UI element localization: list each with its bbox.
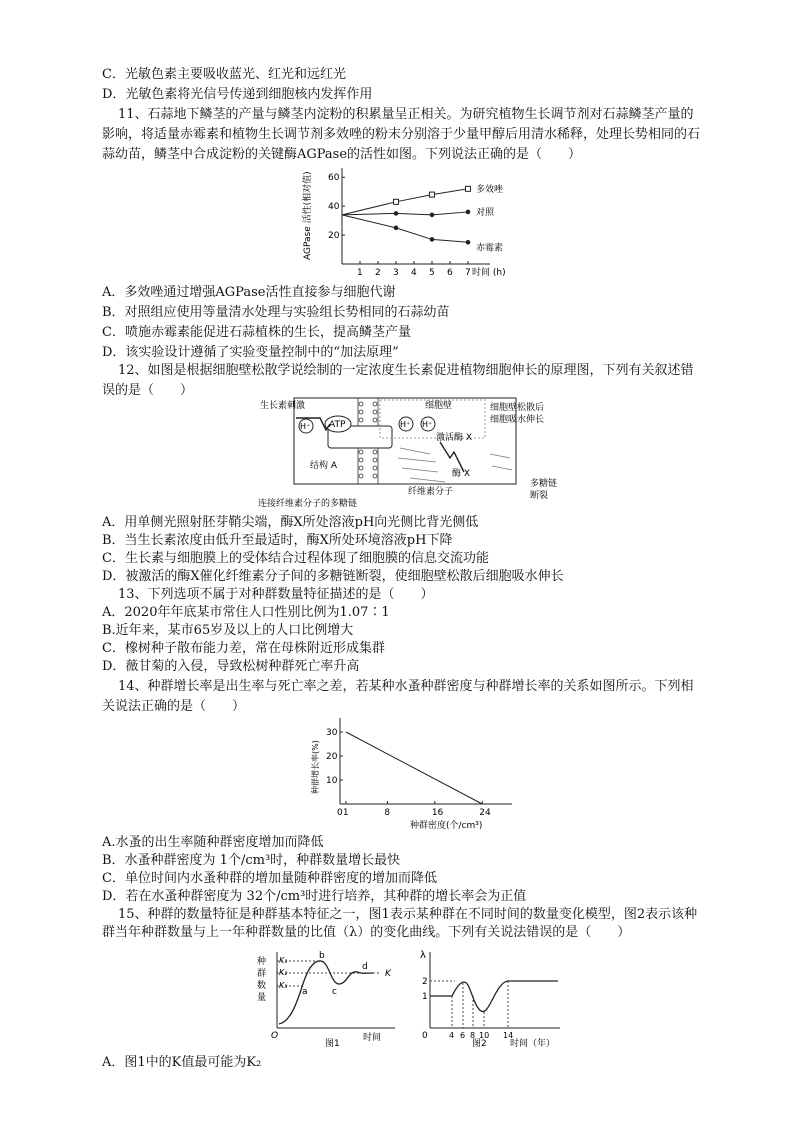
fig1-k: K — [385, 969, 391, 979]
q15-figure-2 — [410, 948, 570, 1048]
q11-stem-2: 影响，将适量赤霉素和植物生长调节剂多效唑的粉末分别溶于少量甲醇后用清水稀释，处理长势相同的石 — [102, 127, 701, 142]
q14-stem-1: 14、种群增长率是出生率与死亡率之差，若某种水蚤种群密度与种群增长率的关系如图所示。下列相 — [118, 679, 694, 694]
q11-stem-1: 11、石蒜地下鳞茎的产量与鳞茎内淀粉的积累量呈正相关。为研究植物生长调节剂对石蒜鳞茎产量的 — [118, 107, 694, 122]
y-axis-label: AGPase 活性(相对值) — [303, 171, 313, 260]
fig2-tick-8: 8 — [470, 1031, 476, 1040]
q14-chart — [300, 714, 530, 832]
x-axis-label: 种群密度(个/cm³) — [410, 821, 483, 831]
series-1-point-3 — [466, 210, 471, 215]
fig2-y2: 2 — [422, 977, 428, 987]
q15-stem-1: 15、种群的数量特征是种群基本特征之一，图1表示某种群在不同时间的数量变化模型，图2表示该种 — [118, 907, 698, 922]
fig2-tick-14: 14 — [503, 1031, 514, 1040]
fig2-caption: 图2 — [472, 1039, 487, 1048]
q14-stem-2: 关说法正确的是（ ） — [102, 699, 246, 714]
series-line-1 — [342, 212, 468, 215]
series-line-2 — [342, 215, 468, 242]
q12-option-a: A．用单侧光照射胚芽鞘尖端，酶X所处溶液pH向光侧比背光侧低 — [102, 515, 479, 530]
activate-label: 激活酶 X — [436, 433, 473, 443]
q14-option-c: C．单位时间内水蚤种群的增加量随种群密度的增加而降低 — [102, 871, 437, 886]
series-1-point-2 — [430, 213, 435, 218]
loose-label-1: 细胞壁松散后 — [490, 403, 545, 413]
y-tick-label-10: 10 — [326, 776, 338, 786]
q12-option-d: D．被激活的酶X催化纤维素分子间的多糖链断裂，使细胞壁松散后细胞吸水伸长 — [102, 569, 564, 584]
q11-option-b: B．对照组应使用等量清水处理与实验组长势相同的石蒜幼苗 — [102, 305, 450, 320]
q13-stem: 13、下列选项不属于对种群数量特征描述的是（ ） — [118, 587, 434, 602]
y-tick-label-20: 20 — [328, 231, 340, 242]
activation-arrow — [440, 442, 464, 472]
x-axis-label: 时间 (h) — [472, 268, 506, 278]
fig1-point-c: c — [332, 987, 337, 997]
cellulose-label: 纤维素分子 — [408, 487, 454, 497]
structure-a-label: 结构 A — [310, 461, 338, 471]
q13-option-b: B.近年来，某市65岁及以上的人口比例增大 — [102, 623, 354, 638]
enzyme-label: 酶 X — [452, 469, 471, 479]
q11-option-d: D．该实验设计遵循了实验变量控制中的“加法原理” — [102, 345, 399, 360]
series-1-point-1 — [394, 211, 399, 216]
q15-stem-2: 群当年种群数量与上一年种群数量的比值（λ）的变化曲线。下列有关说法错误的是（ ） — [102, 925, 631, 940]
series-label-1: 对照 — [476, 207, 495, 218]
fig1-point-a: a — [302, 987, 308, 997]
fig1-k3: K₃ — [279, 981, 288, 990]
x-tick-label-0: 0 — [337, 808, 343, 818]
q11-chart — [300, 164, 530, 282]
q13-option-c: C．橡树种子散布能力差，常在母株附近形成集群 — [102, 641, 385, 656]
y-axis-label: 种群增长率(%) — [311, 740, 320, 794]
y-tick-label-60: 60 — [328, 173, 340, 184]
q12-stem-1: 12、如图是根据细胞壁松散学说绘制的一定浓度生长素促进植物细胞伸长的原理图，下列有关叙述错 — [118, 363, 694, 378]
break-label-1: 多糖链 — [530, 479, 558, 489]
series-2-point-2 — [430, 237, 435, 242]
x-tick-label-1: 1 — [357, 268, 363, 278]
series-0-point-2 — [430, 192, 435, 197]
fig1-xlabel: 时间 — [363, 1033, 382, 1043]
fig2-tick-4: 4 — [449, 1031, 455, 1040]
q11-stem-3: 蒜幼苗，鳞茎中合成淀粉的关键酶AGPase的活性如图。下列说法正确的是（ ） — [102, 147, 582, 162]
x-tick-label-5: 5 — [429, 268, 435, 278]
cell-wall-label: 细胞壁 — [425, 401, 453, 411]
fig1-ylabel-4: 量 — [257, 993, 267, 1003]
polysaccharide-label: 连接纤维素分子的多糖链 — [258, 499, 358, 509]
x-tick-label-3: 3 — [393, 268, 399, 278]
q14-option-a: A.水蚤的出生率随种群密度增加而降低 — [102, 835, 324, 850]
loose-label-2: 细胞吸水伸长 — [490, 415, 545, 425]
series-line-0 — [342, 189, 468, 215]
fig2-xlabel: 时间（年） — [510, 1039, 556, 1048]
series-0-point-1 — [394, 199, 399, 204]
q15-figure-1 — [255, 948, 405, 1048]
q14-option-b: B．水蚤种群密度为 1个/cm³时，种群数量增长最快 — [102, 853, 401, 868]
x-tick-label-4: 4 — [411, 268, 417, 278]
fig1-point-b: b — [319, 951, 325, 961]
fig2-ylabel: λ — [420, 950, 426, 961]
x-tick-label-7: 7 — [465, 268, 471, 278]
q12-figure — [240, 396, 580, 512]
fig2-y1: 1 — [422, 992, 428, 1002]
x-tick-label-2: 2 — [375, 268, 381, 278]
series-2-point-1 — [394, 226, 399, 231]
fig1-caption: 图1 — [325, 1039, 340, 1048]
h-label-3: H⁺ — [422, 420, 433, 429]
x-tick-label-8: 8 — [384, 808, 391, 818]
fig1-ylabel-3: 数 — [257, 981, 267, 991]
x-tick-label-1: 1 — [342, 808, 349, 818]
fig2-tick-6: 6 — [460, 1031, 466, 1040]
fig2-tick-10: 10 — [479, 1031, 490, 1040]
series-label-2: 赤霉素 — [476, 243, 504, 254]
series-label-0: 多效唑 — [476, 184, 504, 195]
x-tick-label-16: 16 — [431, 808, 444, 818]
series-line-0 — [346, 732, 482, 804]
series-2-point-3 — [466, 240, 471, 245]
fig1-origin: O — [271, 1031, 279, 1041]
y-tick-label-40: 40 — [328, 202, 340, 213]
q12-option-b: B．当生长素浓度由低升至最适时，酶X所处环境溶液pH下降 — [102, 533, 453, 548]
fig1-curve — [279, 961, 373, 1024]
break-label-2: 断裂 — [530, 491, 549, 501]
q11-option-a: A．多效唑通过增强AGPase活性直接参与细胞代谢 — [102, 285, 396, 300]
atp-label: ATP — [329, 420, 346, 430]
h-label-2: H⁺ — [400, 420, 411, 429]
q13-option-a: A．2020年年底某市常住人口性别比例为1.07∶1 — [102, 605, 390, 620]
auxin-label: 生长素刺激 — [260, 401, 306, 411]
option-c-prev: C．光敏色素主要吸收蓝光、红光和远红光 — [102, 67, 346, 82]
q11-option-c: C．喷施赤霉素能促进石蒜植株的生长，提高鳞茎产量 — [102, 325, 411, 340]
series-0-point-3 — [466, 186, 471, 191]
q12-option-c: C．生长素与细胞膜上的受体结合过程体现了细胞膜的信息交流功能 — [102, 551, 489, 566]
q15-option-a: A．图1中的K值最可能为K₂ — [102, 1055, 262, 1070]
fig1-k1: K₁ — [279, 956, 288, 965]
h-label-1: H⁺ — [300, 422, 311, 431]
fig2-origin: 0 — [422, 1031, 428, 1041]
option-d-prev: D．光敏色素将光信号传递到细胞核内发挥作用 — [102, 87, 373, 102]
fig1-ylabel-2: 群 — [257, 969, 267, 979]
x-tick-label-6: 6 — [447, 268, 453, 278]
fig1-ylabel-1: 种 — [257, 957, 267, 967]
fig1-point-d: d — [362, 962, 368, 972]
fig2-curve — [430, 981, 558, 1012]
x-tick-label-24: 24 — [479, 808, 491, 818]
y-tick-label-30: 30 — [326, 728, 338, 738]
q14-option-d: D．若在水蚤种群密度为 32个/cm³时进行培养，其种群的增长率会为正值 — [102, 889, 527, 904]
q13-option-d: D．薇甘菊的入侵，导致松树种群死亡率升高 — [102, 659, 360, 674]
q12-stem-2: 误的是（ ） — [102, 383, 194, 398]
fig1-k2: K₂ — [279, 968, 288, 977]
y-tick-label-20: 20 — [326, 752, 338, 762]
